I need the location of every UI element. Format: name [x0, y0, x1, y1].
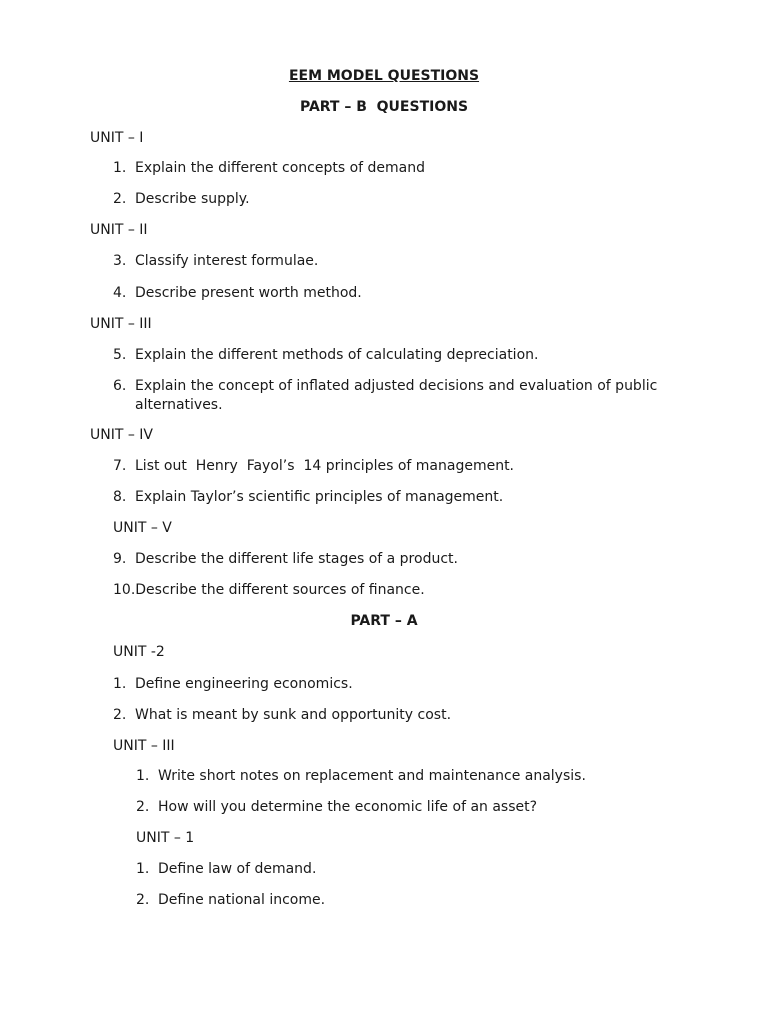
unit-heading: UNIT – IV — [90, 427, 154, 443]
unit-heading: UNIT – 1 — [136, 830, 195, 846]
question-number: 7. — [113, 458, 127, 474]
question-number: 2. — [113, 707, 127, 723]
question-number: 8. — [113, 489, 127, 505]
unit-heading: UNIT – III — [113, 738, 175, 754]
question-text: Explain the concept of inflated adjusted decisions and evaluation of public — [135, 378, 658, 394]
question-number: 1. — [113, 160, 127, 176]
question-text-continued: alternatives. — [135, 397, 223, 413]
document-title: EEM MODEL QUESTIONS — [288, 68, 480, 84]
part-b-heading: PART – B QUESTIONS — [299, 99, 469, 115]
question-text: 10.Describe the different sources of finance. — [113, 582, 425, 598]
question-number: 9. — [113, 551, 127, 567]
question-text: Describe supply. — [135, 191, 250, 207]
question-text: List out Henry Fayol’s 14 principles of management. — [135, 458, 515, 474]
question-text: Explain the different methods of calculating depreciation. — [135, 347, 539, 363]
question-number: 6. — [113, 378, 127, 394]
question-text: Write short notes on replacement and maintenance analysis. — [158, 768, 586, 784]
part-a-heading: PART – A — [350, 613, 418, 629]
question-text: What is meant by sunk and opportunity cost. — [135, 707, 452, 723]
question-text: Explain Taylor’s scientific principles of management. — [135, 489, 504, 505]
question-number: 5. — [113, 347, 127, 363]
question-text: Define engineering economics. — [135, 676, 353, 692]
unit-heading: UNIT – III — [90, 316, 152, 332]
question-number: 3. — [113, 253, 127, 269]
unit-heading: UNIT – V — [113, 520, 172, 536]
question-number: 2. — [113, 191, 127, 207]
unit-heading: UNIT -2 — [113, 644, 165, 660]
unit-heading: UNIT – II — [90, 222, 148, 238]
question-text: Classify interest formulae. — [135, 253, 319, 269]
question-text: Define national income. — [158, 892, 326, 908]
question-text: Explain the different concepts of demand — [135, 160, 426, 176]
question-number: 1. — [136, 861, 150, 877]
question-text: Describe the different life stages of a product. — [135, 551, 458, 567]
question-number: 1. — [113, 676, 127, 692]
question-text: Describe present worth method. — [135, 285, 362, 301]
question-number: 1. — [136, 768, 150, 784]
question-number: 4. — [113, 285, 127, 301]
question-text: How will you determine the economic life of an asset? — [158, 799, 538, 815]
unit-heading: UNIT – I — [90, 130, 144, 146]
question-number: 2. — [136, 799, 150, 815]
question-text: Define law of demand. — [158, 861, 317, 877]
question-number: 2. — [136, 892, 150, 908]
